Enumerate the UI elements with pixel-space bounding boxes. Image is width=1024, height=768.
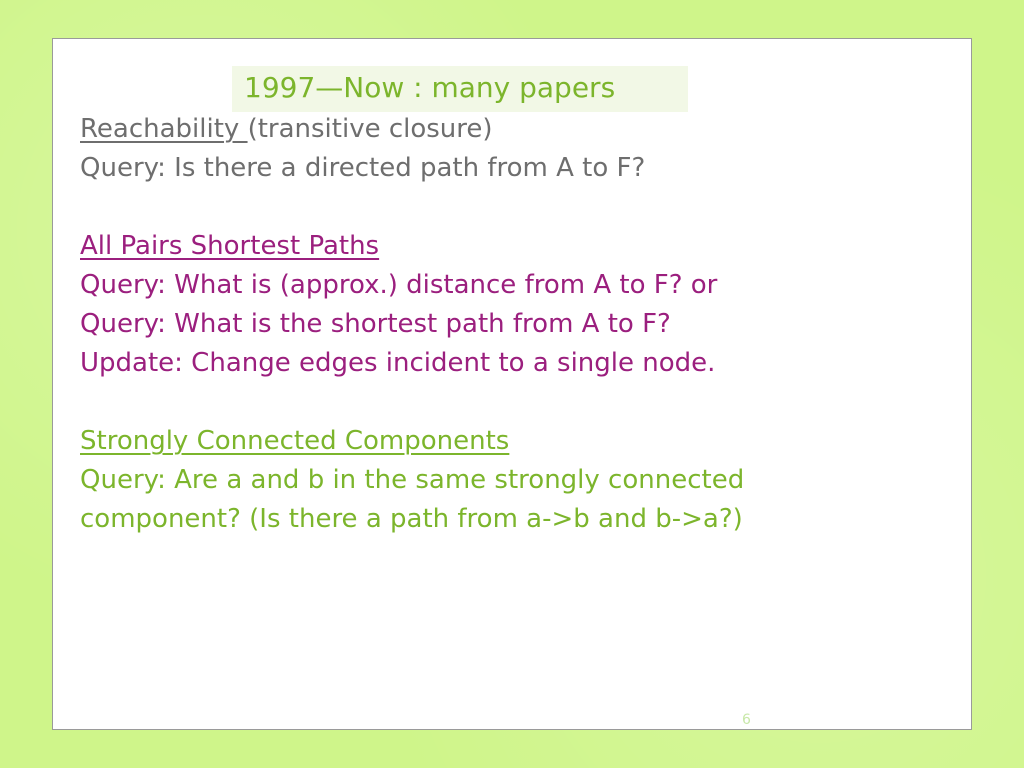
reachability-heading-line — [80, 110, 960, 149]
spacer — [80, 188, 960, 227]
apsp-query-2: Query: What is the shortest path from A to F? — [80, 309, 671, 339]
apsp-query-1: Query: What is (approx.) distance from A to F? or — [80, 270, 718, 300]
slide-content — [80, 110, 960, 539]
apsp-update: Update: Change edges incident to a single node. — [80, 348, 716, 378]
spacer — [80, 383, 960, 422]
scc-heading: Strongly Connected Components — [80, 426, 510, 456]
reachability-heading: Reachability — [80, 114, 248, 144]
reachability-heading-suffix: (transitive closure) — [247, 114, 493, 144]
slide-number: 6 — [742, 712, 751, 728]
apsp-heading: All Pairs Shortest Paths — [80, 231, 380, 261]
scc-heading-line — [80, 422, 960, 461]
apsp-heading-line — [80, 227, 960, 266]
scc-query-line-1: Query: Are a and b in the same strongly connected — [80, 465, 745, 495]
scc-query-line-2: component? (Is there a path from a->b and b->a?) — [80, 504, 743, 534]
slide-title: 1997—Now : many papers — [244, 71, 616, 104]
reachability-query: Query: Is there a directed path from A to F? — [80, 153, 646, 183]
